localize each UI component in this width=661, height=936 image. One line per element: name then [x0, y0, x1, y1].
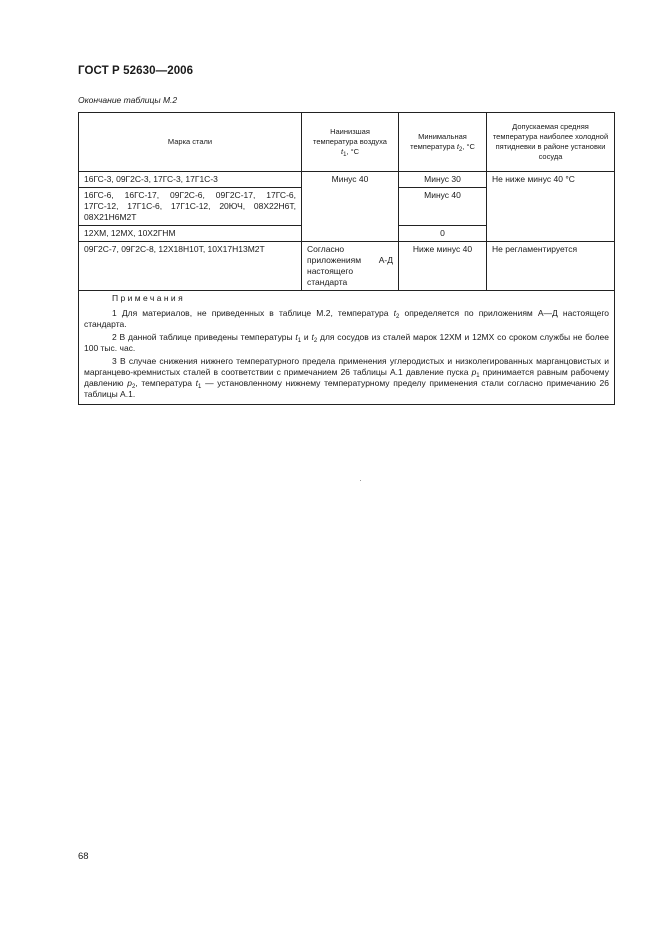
cell-t1: Минус 40 — [302, 172, 399, 242]
note-3 — [84, 356, 609, 400]
note-2-text-b: для сосудов из сталей марок 12ХМ и 12МХ со сроком службы не более 100 тыс. час. — [84, 332, 609, 353]
cell-allowed: Не регламентируется — [487, 242, 615, 291]
cell-t2: Минус 40 — [399, 188, 487, 226]
header-t2-var: t — [456, 142, 459, 151]
note-3-var-2: p — [127, 378, 132, 388]
notes-title: Примечания — [112, 293, 186, 303]
cell-grade: 09Г2С-7, 09Г2С-8, 12Х18Н10Т, 10Х17Н13М2Т — [79, 242, 302, 291]
header-min-air-temp-text: Наинизшая температура воздуха — [313, 127, 387, 146]
note-1-text-b: определяется по приложениям А—Д настоящего стандарта. — [84, 308, 609, 329]
note-1-var: t — [393, 308, 396, 318]
header-allowed-avg: Допускаемая средняя температура наиболее холодной пятидневки в районе установки сосуда — [487, 113, 615, 172]
header-t2-sub: 2 — [458, 147, 463, 153]
document-id: ГОСТ Р 52630—2006 — [78, 65, 194, 77]
note-2-text-a: 2 В данной таблице приведены температуры — [112, 332, 296, 342]
note-3-text-mid-1: принимается равным рабочему давлению — [84, 367, 609, 388]
note-3-sub-3: 1 — [198, 384, 202, 390]
table-row — [79, 242, 615, 291]
note-3-sub-1: 1 — [476, 373, 480, 379]
note-3-text-a: 3 В случае снижения нижнего температурного предела применения углеродистых и низколегированных марганцовистых и марганцево-кремнистых сталей в соответствии с примечанием 26 таблицы А.1 давление пуска — [84, 356, 609, 377]
note-3-sub-2: 2 — [131, 384, 136, 390]
header-t1-unit: , °С — [346, 147, 360, 156]
note-3-text-mid-2: , температура — [135, 378, 196, 388]
header-min-temp-text: Минимальная температура — [410, 132, 467, 151]
table-header-row — [79, 113, 615, 172]
notes-row — [79, 291, 615, 405]
notes-cell — [79, 291, 615, 405]
header-t1-var: t — [340, 147, 344, 156]
note-2-text-mid: и — [301, 332, 312, 342]
header-min-air-temp — [302, 113, 399, 172]
note-2 — [84, 332, 609, 354]
cell-allowed: Не ниже минус 40 °С — [487, 172, 615, 242]
cell-grade: 16ГС-6, 16ГС-17, 09Г2С-6, 09Г2С-17, 17ГС-6, 17ГС-12, 17Г1С-6, 17Г1С-12, 20ЮЧ, 08Х22Н6Т, 08Х21Н6М2Т — [79, 188, 302, 226]
note-2-sub-1: 1 — [297, 338, 302, 344]
cell-grade: 16ГС-3, 09Г2С-3, 17ГС-3, 17Г1С-3 — [79, 172, 302, 188]
note-3-var-3: t — [195, 378, 199, 388]
note-3-var-1: p — [471, 367, 477, 377]
note-1 — [84, 308, 609, 330]
table-caption: Окончание таблицы М.2 — [78, 95, 178, 105]
header-t2-unit: , °С — [462, 142, 475, 151]
cell-t2: Минус 30 — [399, 172, 487, 188]
cell-t2: Ниже минус 40 — [399, 242, 487, 291]
scan-speck — [360, 480, 361, 481]
note-2-var-1: t — [295, 332, 298, 342]
table-row — [79, 172, 615, 188]
cell-t2: 0 — [399, 226, 487, 242]
note-1-sub: 2 — [396, 314, 400, 320]
note-3-text-b: — установленному нижнему температурному пределу применения стали согласно примечанию 26 таблицы А.1. — [84, 378, 609, 399]
header-t1-sub: 1 — [343, 152, 347, 158]
cell-grade: 12ХМ, 12МХ, 10Х2ГНМ — [79, 226, 302, 242]
note-2-var-2: t — [311, 332, 314, 342]
note-1-text-a: 1 Для материалов, не приведенных в таблице М.2, температура — [112, 308, 394, 318]
steel-temperature-table — [78, 112, 615, 405]
page-number: 68 — [78, 851, 89, 862]
cell-t1: Согласно приложениям А-Д настоящего стандарта — [302, 242, 399, 291]
header-min-temp — [399, 113, 487, 172]
note-2-sub-2: 2 — [313, 338, 318, 344]
header-steel-grade: Марка стали — [79, 113, 302, 172]
